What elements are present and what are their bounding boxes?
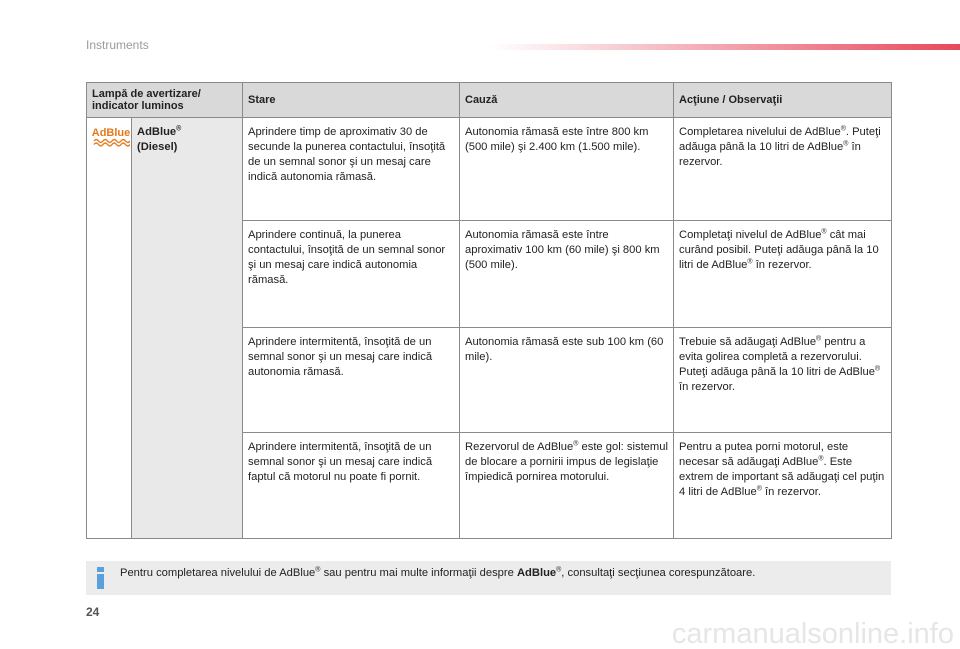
section-title: Instruments [86,38,149,52]
lamp-cell [87,118,132,539]
info-note [86,561,891,595]
row-1-stare: Aprindere timp de aproximativ 30 de secunde la punerea contactului, însoţită de un semnal sonor şi un mesaj care indică autonomia rămasă. [243,118,460,221]
header-cauza: Cauză [460,83,674,118]
header-stare: Stare [243,83,460,118]
row-3-stare: Aprindere intermitentă, însoţită de un semnal sonor şi un mesaj care indică autonomia rămasă. [243,328,460,433]
header-actiune: Acţiune / Observaţii [674,83,892,118]
indicator-cell [132,118,243,539]
indicator-type: (Diesel) [137,141,178,153]
adblue-logo-icon [92,125,130,147]
row-4-actiune: Pentru a putea porni motorul, este necesar să adăugaţi AdBlue®. Este extrem de important să adăugaţi cel puţin 4 litri de AdBlue® în rezervor. [674,433,892,539]
watermark [568,614,960,649]
row-2-actiune: Completaţi nivelul de AdBlue® cât mai curând posibil. Puteţi adăuga până la 10 litri de AdBlue® în rezervor. [674,221,892,328]
header-lamp: Lampă de avertizare/ indicator luminos [87,83,243,118]
info-icon [95,567,106,589]
indicator-name: AdBlue [137,126,177,138]
row-2-cauza: Autonomia rămasă este între aproximativ 100 km (60 mile) şi 800 km (500 mile). [460,221,674,328]
row-3-cauza: Autonomia rămasă este sub 100 km (60 mile). [460,328,674,433]
row-2-stare: Aprindere continuă, la punerea contactului, însoţită de un semnal sonor şi un mesaj care indică autonomia rămasă. [243,221,460,328]
row-4-cauza: Rezervorul de AdBlue® este gol: sistemul de blocare a pornirii impus de legislaţie împiedică pornirea motorului. [460,433,674,539]
header-accent-bar [490,44,960,50]
row-3-actiune: Trebuie să adăugaţi AdBlue® pentru a evita golirea completă a rezervorului. Puteţi adăuga până la 10 litri de AdBlue® în rezervor. [674,328,892,433]
warning-lamps-table [86,82,892,539]
indicator-reg-mark: ® [176,125,182,133]
svg-text:carmanualsonline.info: carmanualsonline.info [671,618,954,649]
page-number: 24 [86,605,100,619]
adblue-logo-text: AdBlue [92,127,130,139]
row-4-stare: Aprindere intermitentă, însoţită de un semnal sonor şi un mesaj care indică faptul că motorul nu poate fi pornit. [243,433,460,539]
info-text: Pentru completarea nivelului de AdBlue® sau pentru mai multe informaţii despre AdBlue®, consultaţi secţiunea corespunzătoare. [120,566,756,579]
row-1-actiune: Completarea nivelului de AdBlue®. Puteţi adăuga până la 10 litri de AdBlue® în rezervor. [674,118,892,221]
table-row [87,118,892,221]
row-1-cauza: Autonomia rămasă este între 800 km (500 mile) şi 2.400 km (1.500 mile). [460,118,674,221]
table-header-row [87,83,892,118]
